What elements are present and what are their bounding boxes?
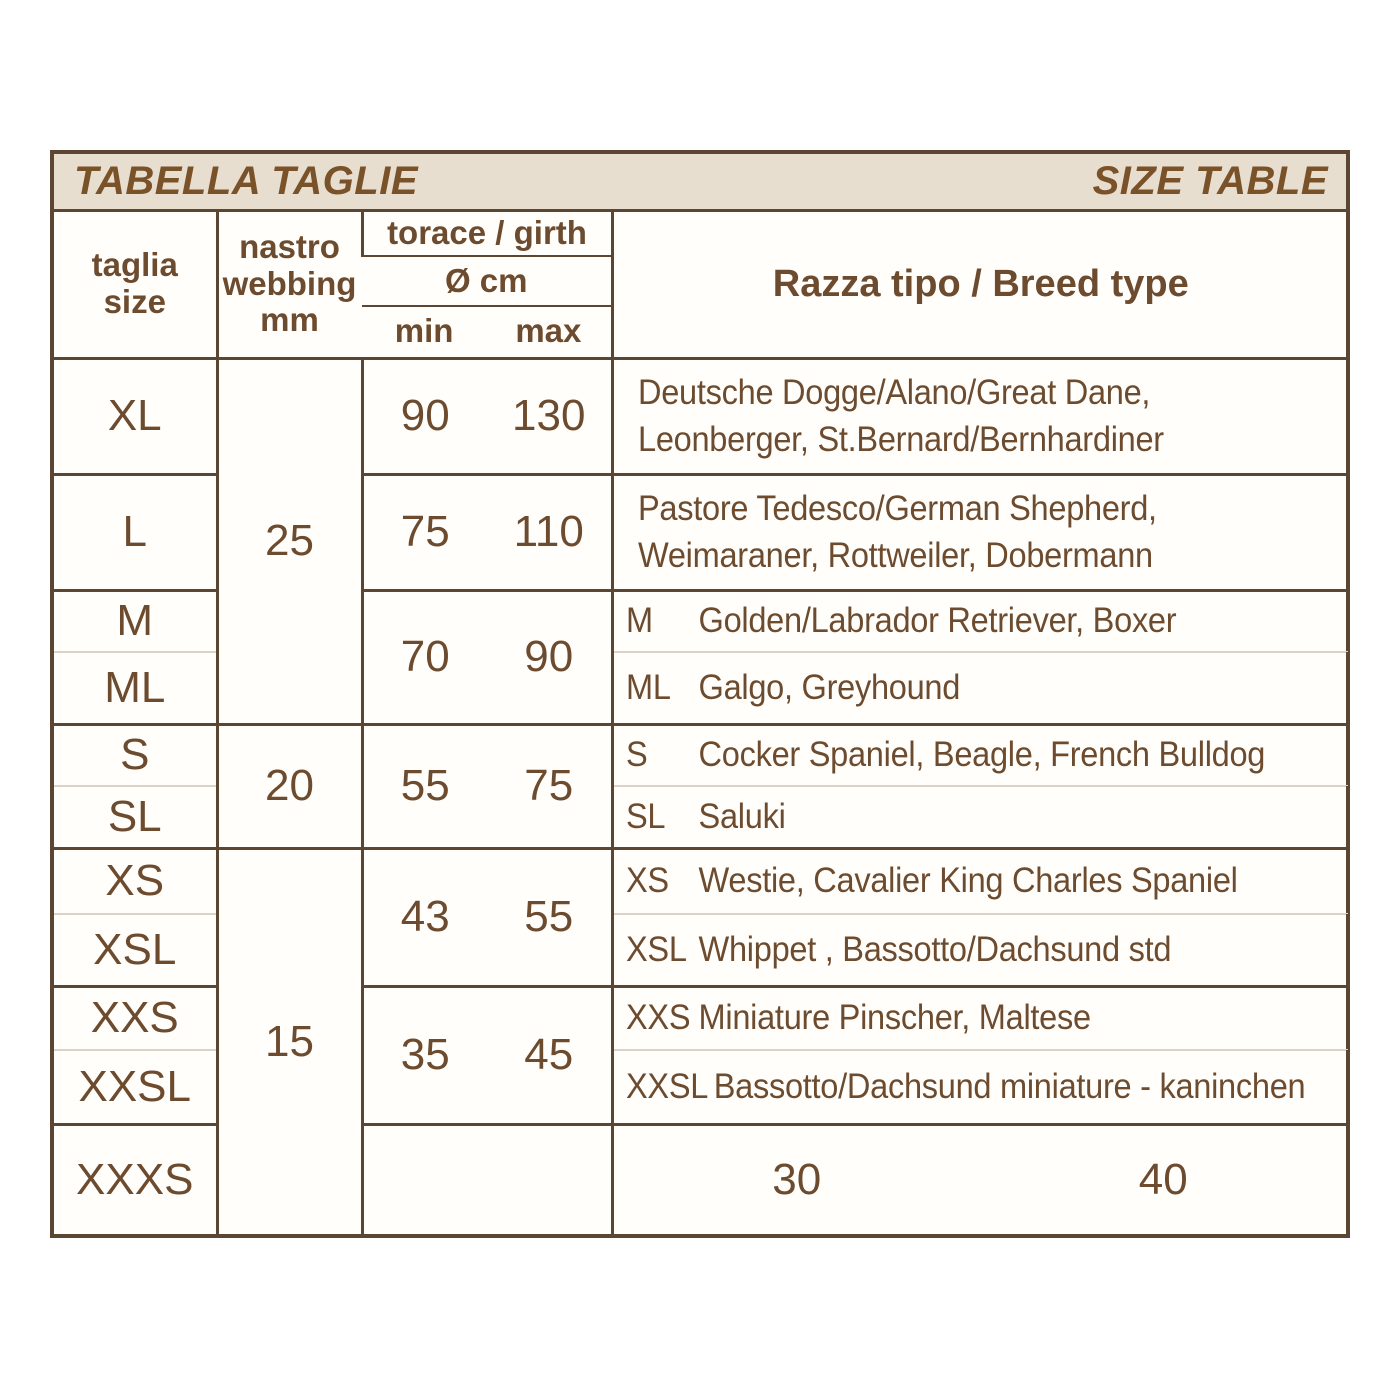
column-header-max: max [515, 312, 582, 350]
header-row-1 [52, 210, 1348, 256]
column-header-girth: torace / girth [362, 210, 612, 256]
table-title-italian: TABELLA TAGLIE [74, 158, 418, 203]
girth-max-m: 90 [524, 632, 574, 681]
girth-cell-m-ml [362, 590, 612, 724]
girth-max-xxs: 45 [524, 1030, 574, 1079]
size-cell-s: S [52, 724, 217, 786]
breed-prefix-xxs: XXS [625, 998, 690, 1038]
girth-min-s: 55 [400, 761, 450, 810]
breed-cell-l [612, 474, 1348, 590]
breed-cell-xs [612, 848, 1348, 914]
size-header-line1: taglia [91, 246, 178, 284]
breed-cell-m [612, 590, 1348, 652]
breed-xl-line2: Leonberger, St.Bernard/Bernhardiner [637, 419, 1164, 459]
column-header-min: min [394, 312, 454, 350]
girth-cell-xl [362, 358, 612, 474]
size-cell-xxxs: XXXS [52, 1124, 217, 1236]
webbing-header-line3: mm [260, 301, 319, 339]
title-band-inner [74, 154, 1328, 209]
breed-prefix-s: S [625, 735, 647, 775]
column-header-webbing [217, 210, 362, 358]
breed-text-s: Cocker Spaniel, Beagle, French Bulldog [698, 735, 1265, 775]
breed-xl-line1: Deutsche Dogge/Alano/Great Dane, [637, 372, 1150, 412]
size-cell-xsl: XSL [52, 914, 217, 986]
column-header-minmax [362, 306, 612, 358]
breed-cell-xl [612, 358, 1348, 474]
girth-min-xxs: 35 [400, 1030, 450, 1079]
size-cell-xl: XL [52, 358, 217, 474]
webbing-header-line2: webbing [222, 264, 357, 302]
breed-cell-xsl [612, 914, 1348, 986]
size-cell-ml: ML [52, 652, 217, 724]
girth-max-xl: 130 [512, 391, 586, 440]
minmax-header [362, 313, 611, 350]
title-band-row [52, 152, 1348, 210]
webbing-cell-25: 25 [217, 358, 362, 724]
girth-max-l: 110 [513, 507, 584, 556]
breed-prefix-sl: SL [625, 796, 665, 836]
size-cell-sl: SL [52, 786, 217, 848]
girth-min-xs: 43 [400, 892, 450, 941]
girth-max-s: 75 [524, 761, 574, 810]
breed-prefix-xsl: XSL [625, 929, 687, 969]
column-header-size [52, 210, 217, 358]
girth-cell-xxxs [612, 1124, 1348, 1236]
breed-text-sl: Saluki [698, 796, 786, 836]
breed-cell-xxs [612, 986, 1348, 1050]
girth-min-l: 75 [400, 507, 450, 556]
webbing-cell-empty [362, 1124, 612, 1236]
girth-min-xxxs: 30 [772, 1154, 822, 1204]
size-cell-l: L [52, 474, 217, 590]
webbing-cell-20: 20 [217, 724, 362, 848]
webbing-header-line1: nastro [239, 227, 340, 265]
size-cell-m: M [52, 590, 217, 652]
breed-cell-s [612, 724, 1348, 786]
breed-l-line2: Weimaraner, Rottweiler, Dobermann [637, 535, 1153, 575]
breed-text-m: Golden/Labrador Retriever, Boxer [698, 601, 1176, 641]
breed-l-line1: Pastore Tedesco/German Shepherd, [637, 488, 1157, 528]
breed-prefix-m: M [625, 601, 653, 641]
table-title-english: SIZE TABLE [1092, 158, 1328, 203]
size-table-grid [50, 150, 1350, 1238]
breed-text-xxs: Miniature Pinscher, Maltese [698, 998, 1091, 1038]
table-row-xl [52, 358, 1348, 474]
breed-prefix-xxsl: XXSL [625, 1066, 708, 1106]
column-header-breed: Razza tipo / Breed type [612, 210, 1348, 358]
girth-cell-l [362, 474, 612, 590]
girth-cell-xs-xsl [362, 848, 612, 986]
breed-text-xs: Westie, Cavalier King Charles Spaniel [698, 861, 1238, 901]
size-table [50, 150, 1346, 1238]
girth-min-xl: 90 [400, 391, 450, 440]
breed-prefix-ml: ML [625, 667, 671, 707]
breed-prefix-xs: XS [625, 861, 669, 901]
breed-cell-sl [612, 786, 1348, 848]
breed-cell-xxsl [612, 1050, 1348, 1124]
breed-text-xsl: Whippet , Bassotto/Dachsund std [698, 929, 1171, 969]
column-header-diameter-cm: Ø cm [362, 256, 612, 306]
girth-max-xxxs: 40 [1138, 1154, 1188, 1204]
title-band [52, 152, 1348, 210]
girth-cell-xxs-xxsl [362, 986, 612, 1124]
webbing-cell-15: 15 [217, 848, 362, 1236]
size-cell-xxsl: XXSL [52, 1050, 217, 1124]
table-row-xs [52, 848, 1348, 914]
girth-min-m: 70 [400, 632, 450, 681]
breed-cell-ml [612, 652, 1348, 724]
girth-max-xs: 55 [524, 892, 574, 941]
size-cell-xxs: XXS [52, 986, 217, 1050]
breed-text-xxsl: Bassotto/Dachsund miniature - kaninchen [713, 1066, 1305, 1106]
breed-text-ml: Galgo, Greyhound [698, 667, 960, 707]
table-row-s [52, 724, 1348, 786]
girth-cell-s-sl [362, 724, 612, 848]
size-cell-xs: XS [52, 848, 217, 914]
size-header-line2: size [103, 283, 166, 320]
